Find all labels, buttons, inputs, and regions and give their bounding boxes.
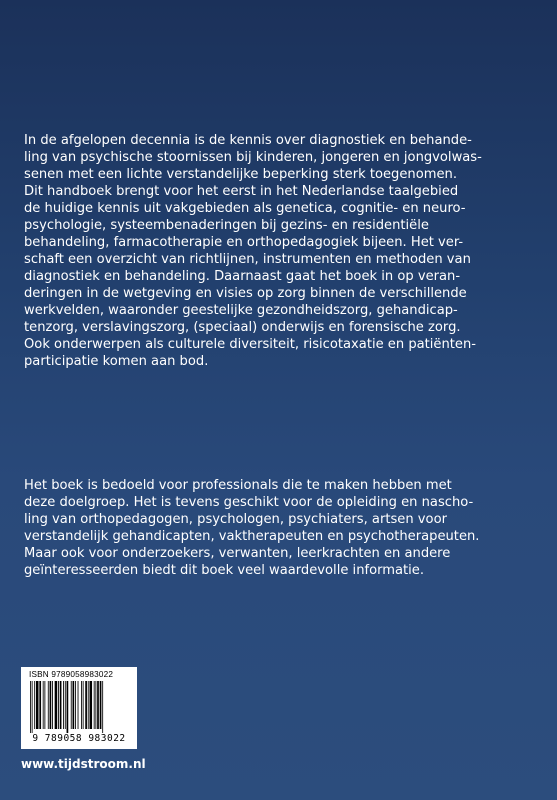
barcode-bar (50, 681, 52, 729)
barcode-bar (36, 681, 39, 729)
barcode-bar (94, 681, 95, 729)
barcode-bar (60, 681, 62, 729)
barcode-bar (52, 681, 53, 729)
text-line: diagnostiek en behandeling. Daarnaast gaat het boek in op veran- (24, 269, 461, 284)
description-paragraph-2 (24, 477, 532, 579)
text-line: deze doelgroep. Het is tevens geschikt voor de opleiding en nascho- (24, 495, 474, 510)
barcode-bar (102, 681, 103, 733)
barcode-bar (73, 681, 75, 729)
text-line: de huidige kennis uit vakgebieden als genetica, cognitie- en neuro- (24, 201, 466, 216)
barcode-bar (83, 681, 84, 729)
barcode-digits: 9 789058 983022 (32, 733, 126, 744)
text-line: senen met een lichte verstandelijke beperking sterk toegenomen. (24, 167, 457, 182)
text-line: In de afgelopen decennia is de kennis over diagnostiek en behande- (24, 133, 472, 148)
barcode-bar (32, 681, 33, 733)
barcode-bar (39, 681, 41, 729)
text-line: ling van orthopedagogen, psychologen, psychiaters, artsen voor (24, 512, 447, 527)
barcode-bar (43, 681, 44, 729)
text-line: verstandelijk gehandicapten, vaktherapeuten en psychotherapeuten. (24, 529, 480, 544)
barcode-bar (88, 681, 89, 729)
text-line: Ook onderwerpen als culturele diversiteit, risicotaxatie en patiënten- (24, 337, 477, 352)
text-line: tenzorg, verslavingszorg, (speciaal) onderwijs en forensische zorg. (24, 320, 461, 335)
barcode-bar (78, 681, 79, 729)
barcode-bar (95, 681, 96, 729)
barcode-bar (81, 681, 82, 729)
barcode-panel (21, 667, 137, 749)
publisher-website: www.tijdstroom.nl (21, 757, 146, 771)
barcode-icon (29, 681, 129, 733)
barcode-bar (90, 681, 93, 729)
barcode-bar (55, 681, 58, 729)
text-line: participatie komen aan bod. (24, 354, 209, 369)
barcode-bar (71, 681, 72, 729)
barcode-bar (63, 681, 64, 729)
barcode-bar (85, 681, 87, 729)
barcode-bar (58, 681, 59, 729)
barcode-bar (44, 681, 45, 729)
text-line: psychologie, systeembenaderingen bij gezins- en residentiële (24, 218, 429, 233)
text-line: ling van psychische stoornissen bij kinderen, jongeren en jongvolwas- (24, 150, 482, 165)
text-line: Maar ook voor onderzoekers, verwanten, leerkrachten en andere (24, 546, 451, 561)
text-line: behandeling, farmacotherapie en orthopedagogiek bijeen. Het ver- (24, 235, 464, 250)
text-line: schaft een overzicht van richtlijnen, instrumenten en methoden van (24, 252, 471, 267)
barcode-bar (100, 681, 102, 729)
text-line: Dit handboek brengt voor het eerst in het Nederlandse taalgebied (24, 184, 459, 199)
barcode-bar (75, 681, 76, 729)
barcode-bar (65, 681, 66, 729)
text-line: werkvelden, waaronder geestelijke gezondheidszorg, gehandicap- (24, 303, 458, 318)
text-line: Het boek is bedoeld voor professionals die te maken hebben met (24, 478, 452, 493)
barcode-bar (34, 681, 35, 729)
description-paragraph-1 (24, 132, 532, 370)
barcode-bar (67, 681, 69, 733)
barcode-bar (30, 681, 31, 733)
text-line: geïnteresseerden biedt dit boek veel waardevolle informatie. (24, 563, 425, 578)
barcode-bar (48, 681, 49, 729)
text-line: deringen in de wetgeving en visies op zorg binnen de verschillende (24, 286, 467, 301)
isbn-label: ISBN 9789058983022 (29, 670, 114, 679)
barcode-bar (97, 681, 99, 729)
